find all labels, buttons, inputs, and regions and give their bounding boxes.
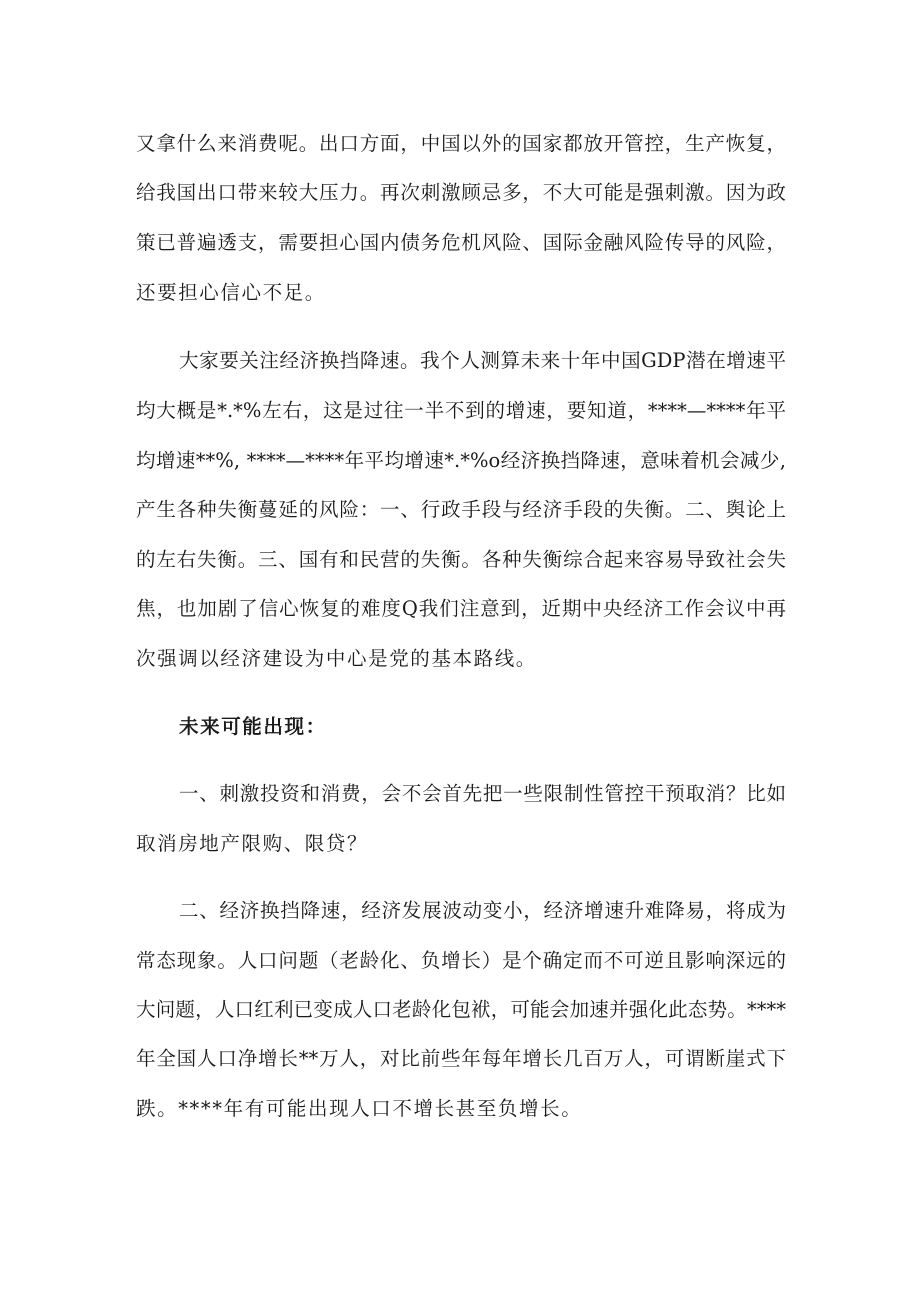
paragraph-1-line-2: 给我国出口带来较大压力。再次刺激顾忌多，不大可能是强刺激。因为政 xyxy=(136,181,786,204)
paragraph-3-line-2: 取消房地产限购、限贷？ xyxy=(136,832,369,855)
section-heading: 未来可能出现： xyxy=(179,715,327,738)
paragraph-4-line-3: 大问题，人口红利已变成人口老龄化包袱，可能会加速并强化此态势。**** xyxy=(136,998,786,1021)
paragraph-3-line-1: 一、刺激投资和消费，会不会首先把一些限制性管控干预取消？比如 xyxy=(179,782,786,805)
paragraph-2-line-5: 的左右失衡。三、国有和民营的失衡。各种失衡综合起来容易导致社会失 xyxy=(136,548,786,571)
paragraph-2-line-3: 均增速**%, ****—****年平均增速*.*%o经济换挡降速，意味着机会减少, xyxy=(136,449,786,472)
paragraph-1-line-1: 又拿什么来消费呢。出口方面，中国以外的国家都放开管控，生产恢复， xyxy=(136,132,786,155)
paragraph-4-line-1: 二、经济换挡降速，经济发展波动变小，经济增速升难降易，将成为 xyxy=(179,899,786,922)
paragraph-2-line-2: 均大概是*.*%左右，这是过往一半不到的增速，要知道，****—****年平 xyxy=(136,399,786,422)
paragraph-2-line-4: 产生各种失衡蔓延的风险：一、行政手段与经济手段的失衡。二、舆论上 xyxy=(136,498,786,521)
paragraph-2-line-1: 大家要关注经济换挡降速。我个人测算未来十年中国GDP潜在增速平 xyxy=(179,349,786,372)
paragraph-4-line-2: 常态现象。人口问题（老龄化、负增长）是个确定而不可逆且影响深远的 xyxy=(136,949,786,972)
paragraph-1-line-3: 策已普遍透支，需要担心国内债务危机风险、国际金融风险传导的风险， xyxy=(136,231,786,254)
paragraph-4-line-5: 跌。****年有可能出现人口不增长甚至负增长。 xyxy=(136,1097,583,1120)
paragraph-1-line-4: 还要担心信心不足。 xyxy=(136,281,326,304)
paragraph-4-line-4: 年全国人口净增长**万人，对比前些年每年增长几百万人，可谓断崖式下 xyxy=(136,1047,786,1070)
paragraph-2-line-7: 次强调以经济建设为中心是党的基本路线。 xyxy=(136,647,537,670)
paragraph-2-line-6: 焦，也加剧了信心恢复的难度Q我们注意到，近期中央经济工作会议中再 xyxy=(136,597,786,620)
